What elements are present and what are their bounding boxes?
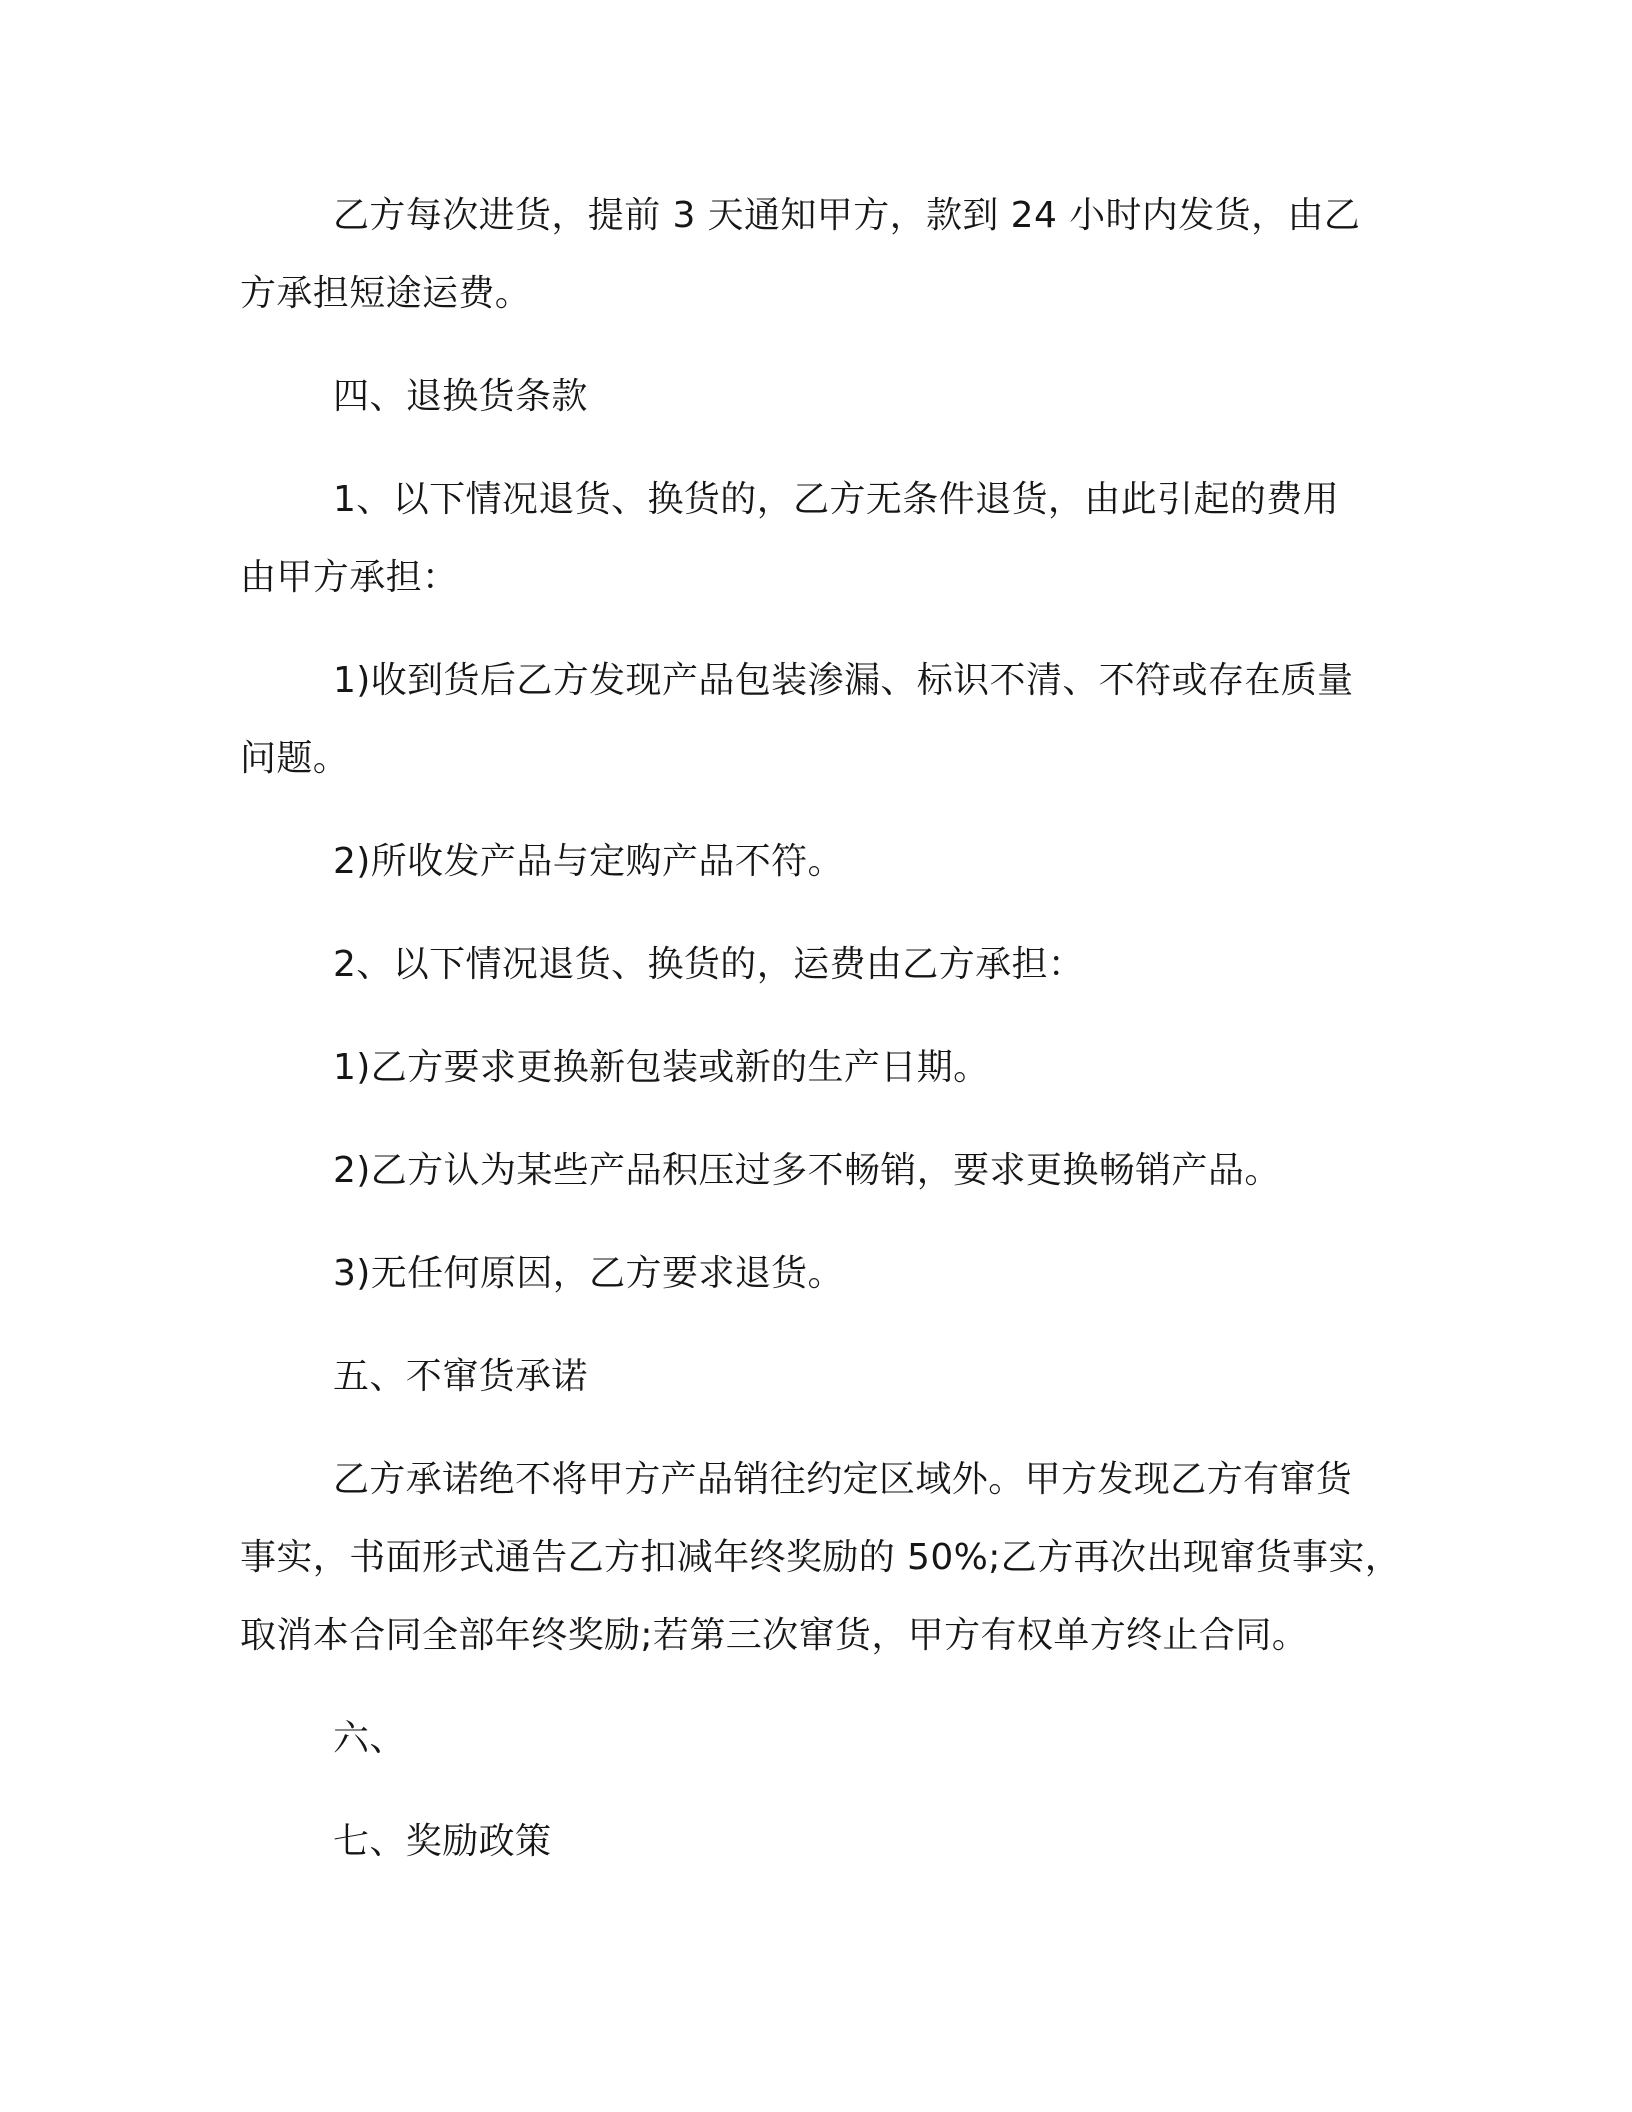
section-heading-returns — [240, 358, 1400, 436]
clause-item-no-reason — [240, 1235, 1400, 1313]
section-heading-no-cross-selling — [240, 1338, 1400, 1416]
clause-item-mismatch — [240, 823, 1400, 901]
paragraph-line: 乙方每次进货，提前 3 天通知甲方，款到 24 小时内发货，由乙 — [333, 195, 1361, 236]
clause-returns-freight — [240, 926, 1400, 1004]
clause-item-quality-issue — [240, 642, 1400, 798]
clause-returns-unconditional — [240, 461, 1400, 617]
section-heading: 五、不窜货承诺 — [333, 1356, 588, 1397]
clause-cross-selling-penalty — [240, 1441, 1400, 1675]
paragraph-line: 方承担短途运费。 — [240, 273, 532, 314]
paragraph-line: 2)所收发产品与定购产品不符。 — [333, 841, 844, 882]
document-body — [240, 177, 1400, 1906]
section-heading: 六、 — [333, 1718, 406, 1759]
section-heading: 四、退换货条款 — [333, 376, 588, 417]
paragraph-line: 由甲方承担： — [240, 557, 459, 598]
section-heading-rewards — [240, 1803, 1400, 1881]
paragraph-delivery-terms — [240, 177, 1400, 333]
paragraph-line: 取消本合同全部年终奖励;若第三次窜货，甲方有权单方终止合同。 — [240, 1615, 1309, 1656]
section-heading-six — [240, 1700, 1400, 1778]
paragraph-line: 乙方承诺绝不将甲方产品销往约定区域外。甲方发现乙方有窜货 — [333, 1459, 1353, 1500]
paragraph-line: 2)乙方认为某些产品积压过多不畅销，要求更换畅销产品。 — [333, 1150, 1281, 1191]
paragraph-line: 1、以下情况退货、换货的，乙方无条件退货，由此引起的费用 — [333, 479, 1340, 520]
paragraph-line: 事实，书面形式通告乙方扣减年终奖励的 50%;乙方再次出现窜货事实， — [240, 1537, 1402, 1578]
paragraph-line: 问题。 — [240, 738, 350, 779]
paragraph-line: 2、以下情况退货、换货的，运费由乙方承担： — [333, 944, 1085, 985]
clause-item-slow-selling — [240, 1132, 1400, 1210]
clause-item-new-packaging — [240, 1029, 1400, 1107]
paragraph-line: 1)收到货后乙方发现产品包装渗漏、标识不清、不符或存在质量 — [333, 660, 1354, 701]
paragraph-line: 1)乙方要求更换新包装或新的生产日期。 — [333, 1047, 990, 1088]
section-heading: 七、奖励政策 — [333, 1821, 552, 1862]
paragraph-line: 3)无任何原因，乙方要求退货。 — [333, 1253, 844, 1294]
